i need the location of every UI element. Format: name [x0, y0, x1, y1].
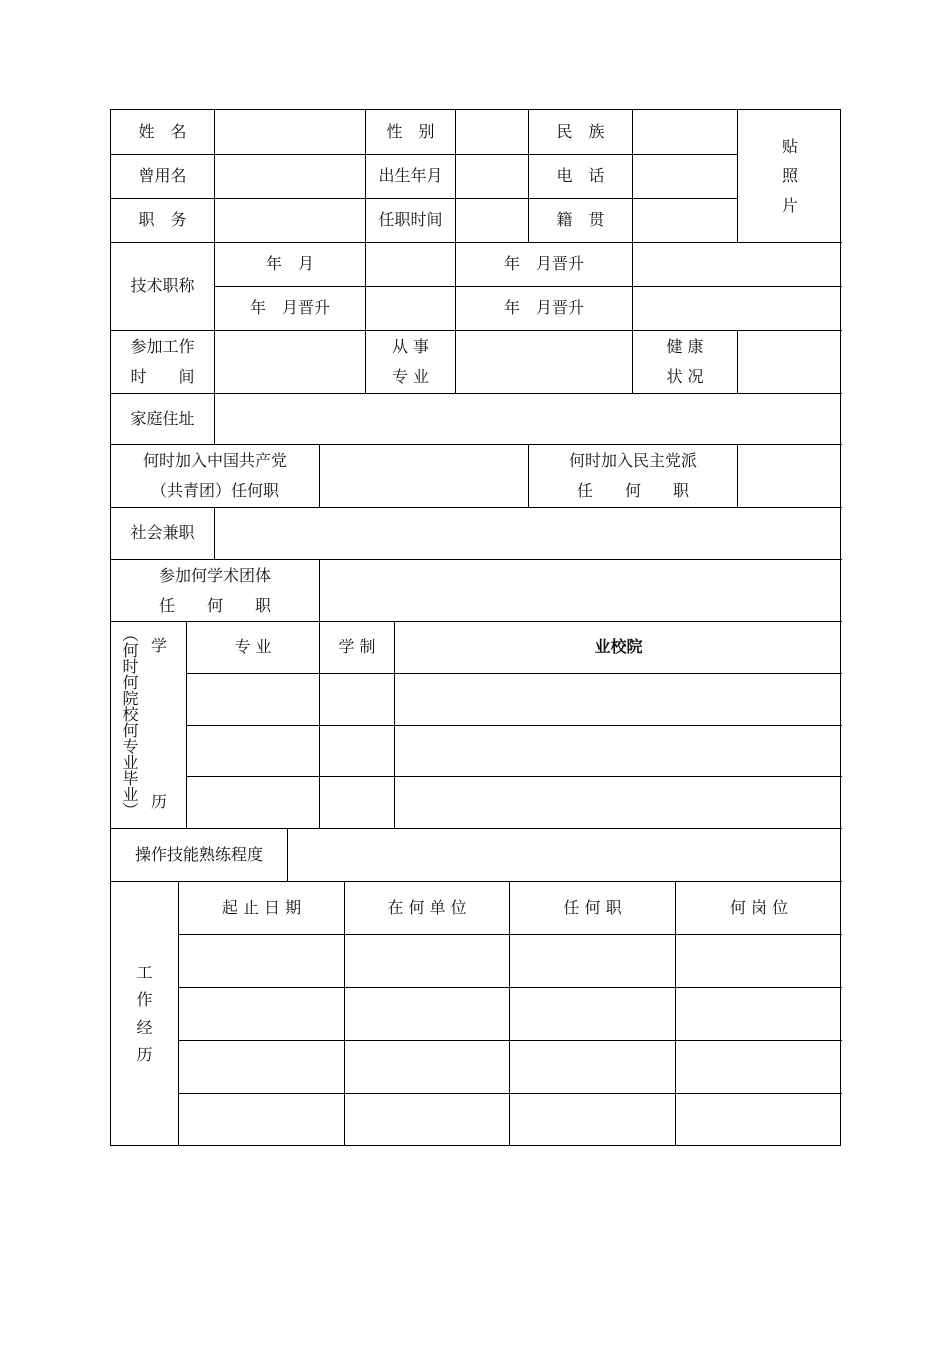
work-start-field[interactable] [215, 331, 366, 394]
address-field[interactable] [215, 394, 842, 445]
edu-major-field[interactable] [187, 674, 320, 726]
address-label: 家庭住址 [111, 394, 215, 445]
work-history-date-field[interactable] [179, 988, 345, 1041]
edu-school-field[interactable] [395, 674, 842, 726]
work-history-post-field[interactable] [676, 1041, 842, 1094]
work-history-unit-field[interactable] [345, 1094, 510, 1145]
work-history-position-field[interactable] [510, 1041, 676, 1094]
photo-box[interactable] [738, 110, 842, 243]
academic-group-label-line: 任 何 职 [158, 595, 271, 615]
cpc-join-field[interactable] [320, 445, 529, 508]
edu-system-header: 学 制 [320, 622, 395, 674]
former-name-field[interactable] [215, 155, 366, 199]
work-start-label-line: 参加工作 [130, 337, 195, 357]
education-side-char: 历 [151, 792, 168, 811]
duty-label: 职 务 [111, 199, 215, 243]
work-history-unit-field[interactable] [345, 935, 510, 988]
duty-time-field[interactable] [456, 199, 529, 243]
work-history-header-date: 起 止 日 期 [179, 882, 345, 935]
work-start-label [111, 331, 215, 394]
edu-system-field[interactable] [320, 777, 395, 829]
edu-major-field[interactable] [187, 777, 320, 829]
work-history-position-field[interactable] [510, 1094, 676, 1145]
work-history-position-field[interactable] [510, 988, 676, 1041]
work-history-side-label [111, 882, 179, 1145]
work-history-header-post: 何 岗 位 [676, 882, 842, 935]
work-history-position-field[interactable] [510, 935, 676, 988]
gender-label: 性 别 [366, 110, 456, 155]
cpc-join-label-line: （共青团）任何职 [150, 481, 279, 500]
cpc-join-label-line: 何时加入中国共产党 [142, 451, 287, 471]
work-history-post-field[interactable] [676, 1094, 842, 1145]
tech-field-4[interactable] [633, 287, 842, 331]
democratic-join-label-line: 任 何 职 [576, 481, 689, 500]
photo-label-line: 贴 [781, 136, 798, 156]
tech-year-month-1: 年 月 [215, 243, 366, 287]
health-label-line: 状 况 [666, 367, 704, 386]
major-engaged-field[interactable] [456, 331, 633, 394]
major-engaged-label-line: 从 事 [391, 337, 430, 357]
name-field[interactable] [215, 110, 366, 155]
work-history-unit-field[interactable] [345, 988, 510, 1041]
birth-label: 出生年月 [366, 155, 456, 199]
edu-school-field[interactable] [395, 726, 842, 777]
academic-group-label-line: 参加何学术团体 [158, 565, 271, 585]
duty-time-label: 任职时间 [366, 199, 456, 243]
skills-field[interactable] [288, 829, 842, 882]
work-history-header-unit: 在 何 单 位 [345, 882, 510, 935]
edu-school-header: 业校院 [395, 622, 842, 674]
democratic-join-field[interactable] [738, 445, 842, 508]
edu-major-header: 专 业 [187, 622, 320, 674]
origin-label: 籍 贯 [529, 199, 633, 243]
tech-promotion-3: 年 月晋升 [215, 287, 366, 331]
phone-field[interactable] [633, 155, 738, 199]
photo-label-line: 片 [781, 195, 798, 215]
education-side-note: （何时何院校何专业毕业） [120, 626, 139, 818]
work-history-date-field[interactable] [179, 935, 345, 988]
social-role-field[interactable] [215, 508, 842, 560]
work-history-unit-field[interactable] [345, 1041, 510, 1094]
ethnic-label: 民 族 [529, 110, 633, 155]
health-label-line: 健 康 [666, 337, 704, 357]
tech-promotion-4: 年 月晋升 [456, 287, 633, 331]
work-history-side-char: 工 [136, 963, 153, 983]
phone-label: 电 话 [529, 155, 633, 199]
cpc-join-label [111, 445, 320, 508]
edu-school-field[interactable] [395, 777, 842, 829]
name-label: 姓 名 [111, 110, 215, 155]
edu-major-field[interactable] [187, 726, 320, 777]
education-side-label [111, 622, 187, 829]
education-side-char: 学 [151, 636, 168, 655]
work-history-side-char: 历 [136, 1044, 153, 1064]
ethnic-field[interactable] [633, 110, 738, 155]
photo-label-line: 照 [781, 166, 798, 186]
work-history-date-field[interactable] [179, 1041, 345, 1094]
health-label [633, 331, 738, 394]
work-history-post-field[interactable] [676, 988, 842, 1041]
academic-group-field[interactable] [320, 560, 842, 622]
personnel-form [110, 109, 841, 1146]
gender-field[interactable] [456, 110, 529, 155]
skills-label: 操作技能熟练程度 [111, 829, 288, 882]
social-role-label: 社会兼职 [111, 508, 215, 560]
work-history-side-char: 经 [136, 1017, 153, 1037]
tech-promotion-2: 年 月晋升 [456, 243, 633, 287]
tech-title-label: 技术职称 [111, 243, 215, 331]
work-history-date-field[interactable] [179, 1094, 345, 1145]
democratic-join-label [529, 445, 738, 508]
origin-field[interactable] [633, 199, 738, 243]
birth-field[interactable] [456, 155, 529, 199]
major-engaged-label [366, 331, 456, 394]
former-name-label: 曾用名 [111, 155, 215, 199]
democratic-join-label-line: 何时加入民主党派 [568, 451, 697, 471]
tech-field-3[interactable] [366, 287, 456, 331]
work-history-post-field[interactable] [676, 935, 842, 988]
work-history-header-position: 任 何 职 [510, 882, 676, 935]
academic-group-label [111, 560, 320, 622]
major-engaged-label-line: 专 业 [391, 367, 430, 386]
tech-field-1[interactable] [366, 243, 456, 287]
health-field[interactable] [738, 331, 842, 394]
work-history-side-char: 作 [136, 990, 153, 1010]
edu-system-field[interactable] [320, 674, 395, 726]
work-start-label-line: 时 间 [130, 367, 195, 386]
duty-field[interactable] [215, 199, 366, 243]
edu-system-field[interactable] [320, 726, 395, 777]
tech-field-2[interactable] [633, 243, 842, 287]
